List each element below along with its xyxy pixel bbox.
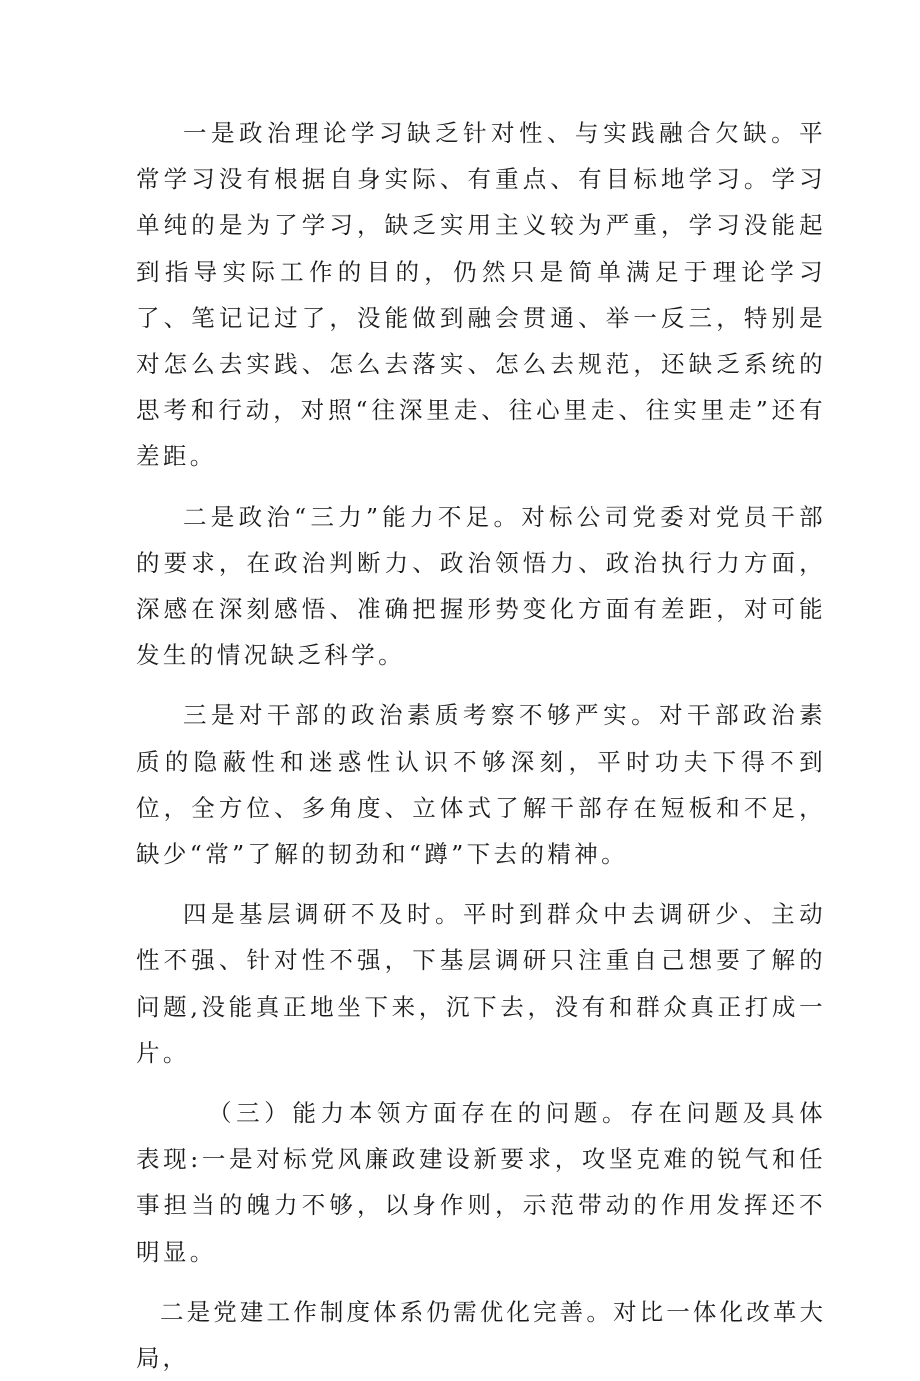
- document-body: [136, 110, 826, 1381]
- paragraph-cadre-political-quality: 三是对干部的政治素质考察不够严实。对干部政治素质的隐蔽性和迷惑性认识不够深刻，平时功夫下得不到位，全方位、多角度、立体式了解干部存在短板和不足，缺少“常”了解的韧劲和“蹲”下去的精神。: [136, 701, 826, 869]
- paragraph-political-theory-study: 一是政治理论学习缺乏针对性、与实践融合欠缺。平常学习没有根据自身实际、有重点、有目标地学习。学习单纯的是为了学习，缺乏实用主义较为严重，学习没能起到指导实际工作的目的，仍然只是简单满足于理论学习了、笔记记过了，没能做到融会贯通、举一反三，特别是对怎么去实践、怎么去落实、怎么去规范，还缺乏系统的思考和行动，对照“往深里走、往心里走、往实里走”还有差距。: [136, 119, 826, 471]
- paragraph-ability-section-heading: （三）能力本领方面存在的问题。存在问题及具体表现:一是对标党风廉政建设新要求，攻坚克难的锐气和任事担当的魄力不够，以身作则，示范带动的作用发挥还不明显。: [136, 1099, 826, 1266]
- paragraph-party-building-system: 二是党建工作制度体系仍需优化完善。对比一体化改革大局，: [136, 1297, 826, 1373]
- paragraph-political-three-abilities: 二是政治“三力”能力不足。对标公司党委对党员干部的要求，在政治判断力、政治领悟力、政治执行力方面，深感在深刻感悟、准确把握形势变化方面有差距，对可能发生的情况缺乏科学。: [136, 502, 826, 670]
- paragraph-grassroots-research: 四是基层调研不及时。平时到群众中去调研少、主动性不强、针对性不强，下基层调研只注重自己想要了解的问题,没能真正地坐下来，沉下去，没有和群众真正打成一片。: [136, 900, 826, 1067]
